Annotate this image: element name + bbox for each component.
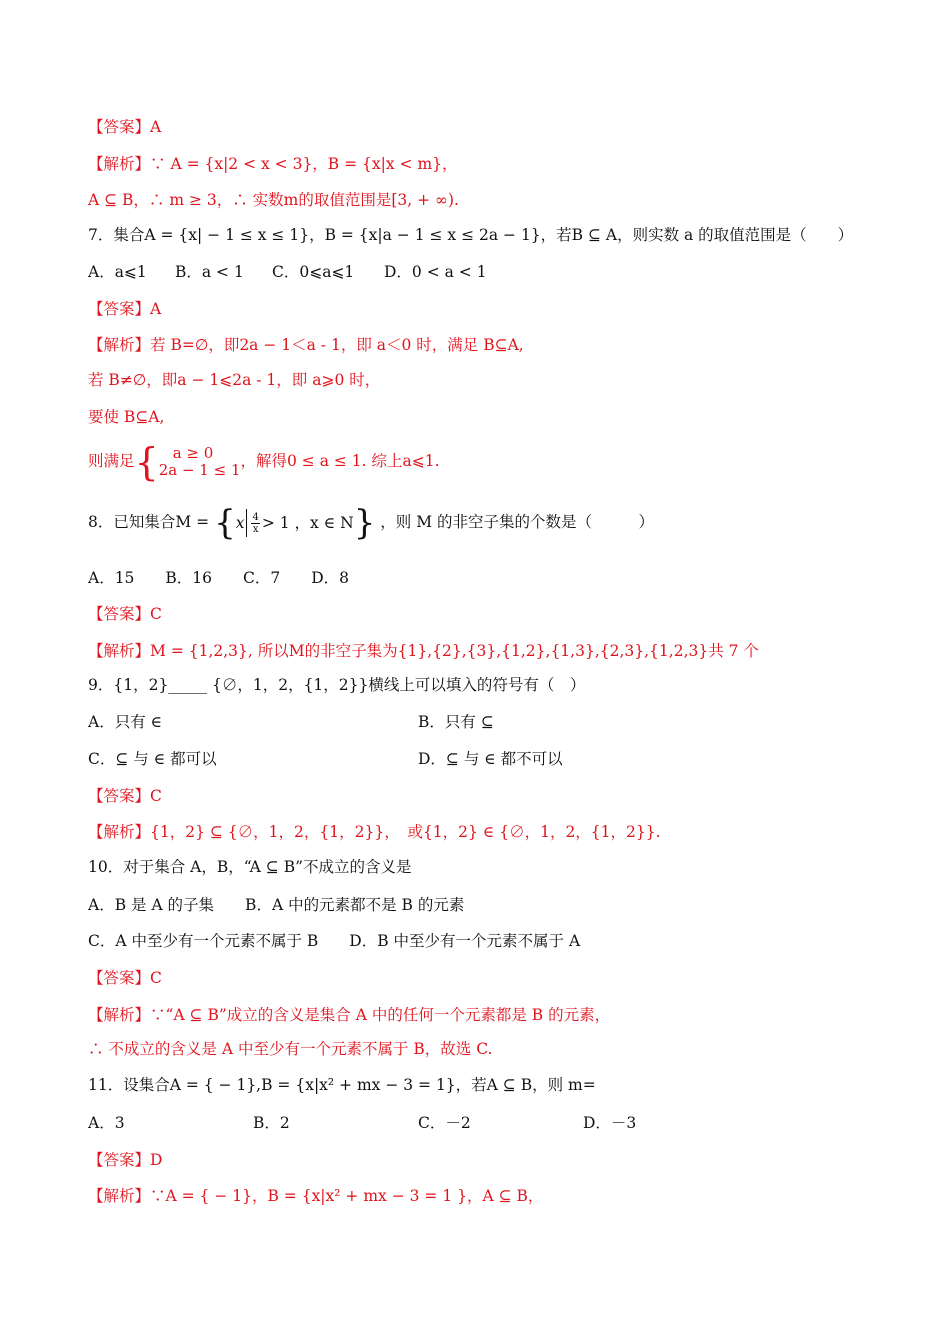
- q6-analysis-line-2: A ⊆ B，∴ m ≥ 3，∴ 实数m的取值范围是[3, + ∞).: [88, 191, 459, 209]
- q8-stem-suffix: ，则 M 的非空子集的个数是（ ）: [380, 513, 655, 531]
- q11-analysis-label: 【解析】: [88, 1187, 151, 1205]
- q9-analysis-label: 【解析】: [88, 823, 151, 841]
- q8-analysis-text-1: M = {1,2,3}, 所以M的非空子集为{1},{2},{3},{1,2},{1,3},{2,3},{1,2,3}共 7 个: [150, 642, 759, 660]
- q7-option-b: B．a < 1: [175, 263, 244, 281]
- q7-option-d: D．0 < a < 1: [384, 263, 487, 281]
- set-variable: x: [235, 514, 245, 532]
- q10-analysis-line-2: ∴ 不成立的含义是 A 中至少有一个元素不属于 B，故选 C.: [88, 1040, 493, 1058]
- set-close-brace: }: [353, 503, 376, 543]
- q8-options: A．15 B．16 C．7 D．8: [88, 569, 350, 587]
- set-condition: > 1 ，x ∈ N: [261, 514, 354, 532]
- q6-analysis-line-1: [88, 154, 458, 174]
- q8-set-definition: [214, 503, 376, 543]
- q8-stem-prefix: 8．已知集合M =: [88, 513, 210, 531]
- q9-option-d: D．⊆ 与 ∈ 都不可以: [418, 750, 563, 768]
- q7-analysis-line-2: 若 B≠∅，即a − 1⩽2a - 1，即 a⩾0 时，: [88, 371, 381, 389]
- q7-analysis-label: 【解析】: [88, 336, 151, 354]
- q11-analysis-line-1: [88, 1186, 543, 1206]
- q9-stem: 9．{1，2}_____ {∅，1，2，{1，2}}横线上可以填入的符号有（ ）: [88, 676, 586, 694]
- q10-analysis-line-1: [88, 1005, 610, 1025]
- q8-stem: [88, 503, 655, 543]
- q9-option-c: C．⊆ 与 ∈ 都可以: [88, 750, 217, 768]
- q6-analysis-text-1: ∵ A = {x|2 < x < 3}，B = {x|x < m}，: [150, 155, 458, 173]
- q7-option-c: C．0⩽a⩽1: [272, 263, 355, 281]
- q9-option-b: B．只有 ⊆: [418, 713, 494, 731]
- q11-answer: 【答案】D: [88, 1151, 163, 1169]
- left-brace-symbol: {: [134, 440, 159, 484]
- q6-answer: 【答案】A: [88, 118, 162, 136]
- fraction-numerator: 4: [252, 511, 259, 523]
- set-fraction: [251, 512, 259, 535]
- q8-analysis-line-1: [88, 641, 759, 661]
- q9-analysis-line-1: [88, 822, 661, 842]
- q7-answer: 【答案】A: [88, 300, 162, 318]
- q10-options-ab: A．B 是 A 的子集 B．A 中的元素都不是 B 的元素: [88, 896, 465, 914]
- q7-analysis-line-3: 要使 B⊆A,: [88, 408, 165, 426]
- q7-analysis-text-1: 若 B=∅，即2a − 1＜a - 1，即 a＜0 时，满足 B⊆A,: [150, 336, 524, 354]
- q11-option-a: A．3: [88, 1114, 125, 1132]
- q7-analysis-line-1: [88, 335, 524, 355]
- inequality-row-2: 2a − 1 ≤ 1: [158, 461, 241, 479]
- q6-analysis-label: 【解析】: [88, 155, 151, 173]
- set-open-brace: {: [214, 503, 236, 543]
- q8-analysis-label: 【解析】: [88, 642, 151, 660]
- q11-analysis-text-1: ∵A = { − 1}，B = {x|x² + mx − 3 = 1 }，A ⊆ B，: [150, 1187, 544, 1205]
- q9-analysis-text-1: {1，2} ⊆ {∅，1，2，{1，2}}， 或{1，2} ∈ {∅，1，2，{1，2}}.: [150, 823, 661, 841]
- q7-analysis-condition-result: ，解得0 ≤ a ≤ 1. 综上a⩽1.: [240, 452, 440, 470]
- q11-option-b: B．2: [253, 1114, 290, 1132]
- inequality-row-1: a ≥ 0: [172, 444, 214, 462]
- q11-option-c: C．－2: [418, 1114, 471, 1132]
- q8-answer: 【答案】C: [88, 605, 162, 623]
- set-divider: [246, 509, 247, 537]
- q10-analysis-label: 【解析】: [88, 1006, 151, 1024]
- q9-answer: 【答案】C: [88, 787, 162, 805]
- q11-option-d: D．－3: [583, 1114, 637, 1132]
- q10-stem: 10．对于集合 A，B，“A ⊆ B”不成立的含义是: [88, 858, 412, 876]
- q7-inequality-system: [134, 440, 241, 484]
- q10-analysis-text-1: ∵“A ⊆ B”成立的含义是集合 A 中的任何一个元素都是 B 的元素，: [150, 1006, 611, 1024]
- q10-options-cd: C．A 中至少有一个元素不属于 B D．B 中至少有一个元素不属于 A: [88, 932, 581, 950]
- fraction-denominator: x: [252, 523, 259, 535]
- q10-answer: 【答案】C: [88, 969, 162, 987]
- q11-stem: 11．设集合A = { − 1},B = {x|x² + mx − 3 = 1}，若A ⊆ B，则 m=: [88, 1076, 596, 1094]
- inequality-rows: [159, 445, 241, 479]
- q7-option-a: A．a⩽1: [88, 263, 147, 281]
- q7-stem: 7．集合A = {x| − 1 ≤ x ≤ 1}，B = {x|a − 1 ≤ x ≤ 2a − 1}，若B ⊆ A，则实数 a 的取值范围是（ ）: [88, 226, 854, 244]
- q7-analysis-condition-prefix: 则满足: [88, 452, 135, 470]
- q7-analysis-line-4: [88, 440, 440, 484]
- q9-option-a: A．只有 ∈: [88, 713, 163, 731]
